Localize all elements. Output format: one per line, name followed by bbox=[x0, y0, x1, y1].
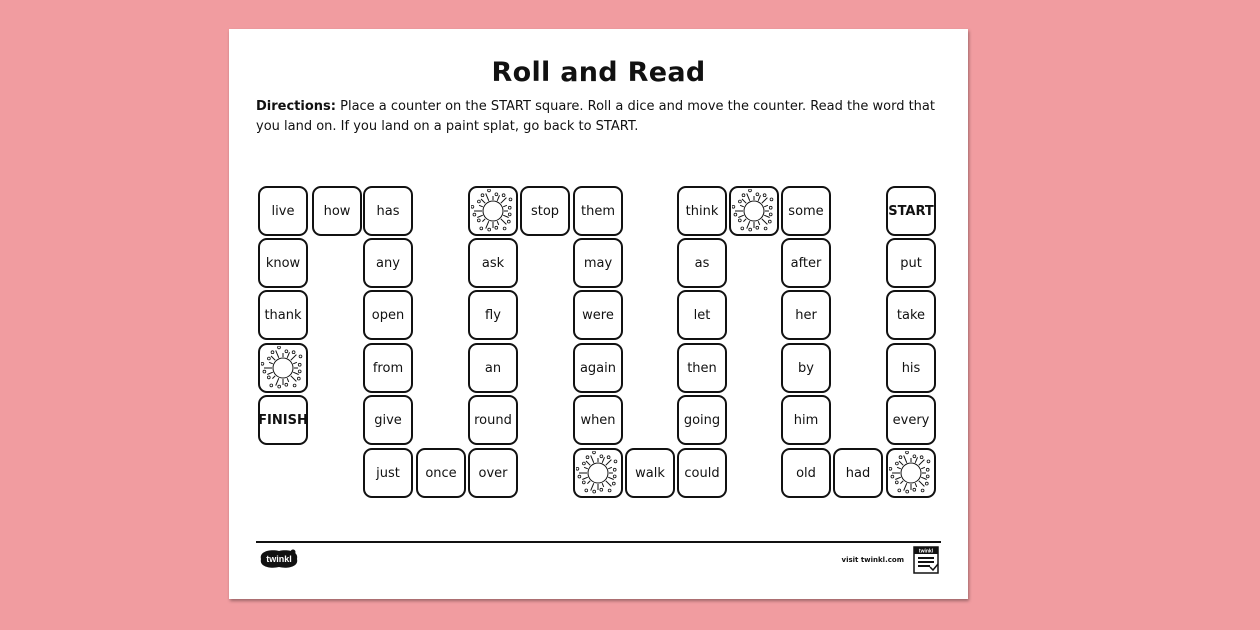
board-square-label: over bbox=[478, 465, 508, 481]
twinkl-badge-icon bbox=[912, 545, 940, 575]
board-square-splat bbox=[468, 186, 518, 236]
board-square-label: going bbox=[683, 412, 721, 428]
paint-splat-icon bbox=[889, 451, 933, 495]
board-square-label: let bbox=[693, 307, 711, 323]
board-square-label: from bbox=[372, 360, 404, 376]
board-square-word bbox=[781, 186, 831, 236]
board-square-label: then bbox=[687, 360, 717, 376]
board-square-label: ask bbox=[481, 255, 505, 271]
board-square-word bbox=[677, 290, 727, 340]
board-square-word bbox=[573, 343, 623, 393]
board-square-word bbox=[258, 290, 308, 340]
paint-splat-icon bbox=[261, 346, 305, 390]
board-square-label: were bbox=[582, 307, 614, 323]
board-square-word bbox=[677, 448, 727, 498]
directions-body: Place a counter on the START square. Roll a dice and move the counter. Read the word that you land on. If you land on a paint splat, go back to START. bbox=[256, 99, 935, 134]
twinkl-logo-icon bbox=[257, 547, 301, 571]
board-square-word bbox=[677, 395, 727, 445]
board-square-word bbox=[312, 186, 362, 236]
board-square-label: walk bbox=[635, 465, 665, 481]
board-square-label: him bbox=[793, 412, 819, 428]
board-square-label: round bbox=[474, 412, 512, 428]
board-square-label: know bbox=[265, 255, 301, 271]
board-square-word bbox=[886, 290, 936, 340]
board-square-word bbox=[677, 343, 727, 393]
board-square-label: once bbox=[425, 465, 457, 481]
board-square-word bbox=[781, 290, 831, 340]
board-square-label: take bbox=[896, 307, 926, 323]
board-square-word bbox=[573, 290, 623, 340]
board-square-label: some bbox=[788, 203, 824, 219]
board-square-label: her bbox=[795, 307, 817, 323]
paint-splat-icon bbox=[471, 189, 515, 233]
board-square-word bbox=[781, 395, 831, 445]
board-square-label: how bbox=[323, 203, 351, 219]
board-square-label: by bbox=[798, 360, 814, 376]
board-square-word bbox=[520, 186, 570, 236]
board-square-splat bbox=[258, 343, 308, 393]
board-square-word bbox=[363, 448, 413, 498]
board-square-word bbox=[468, 238, 518, 288]
board-square-word bbox=[781, 448, 831, 498]
board-square-word bbox=[625, 448, 675, 498]
board-square-word bbox=[363, 395, 413, 445]
board-square-word bbox=[468, 448, 518, 498]
board-square-label: old bbox=[796, 465, 816, 481]
board-square-word bbox=[363, 290, 413, 340]
board-square-label: open bbox=[371, 307, 405, 323]
board-square-label: START bbox=[888, 203, 934, 219]
board-square-word bbox=[363, 238, 413, 288]
board-square-splat bbox=[886, 448, 936, 498]
board-square-word bbox=[573, 186, 623, 236]
board-square-label: them bbox=[581, 203, 615, 219]
board-square-label: may bbox=[583, 255, 613, 271]
board-square-label: as bbox=[694, 255, 710, 271]
board-square-word bbox=[468, 343, 518, 393]
paint-splat-icon bbox=[732, 189, 776, 233]
directions-label: Directions: bbox=[256, 99, 336, 114]
board-square-label: fly bbox=[485, 307, 501, 323]
worksheet-page bbox=[229, 29, 968, 599]
board-square-word bbox=[363, 186, 413, 236]
board-square-label: give bbox=[374, 412, 402, 428]
board-square-label: his bbox=[901, 360, 921, 376]
paint-splat-icon bbox=[576, 451, 620, 495]
board-square-word bbox=[258, 238, 308, 288]
worksheet-title: Roll and Read bbox=[491, 57, 706, 88]
twinkl-logo-text: twinkl bbox=[266, 554, 292, 564]
board-square-label: FINISH bbox=[258, 412, 308, 428]
board-square-word bbox=[677, 186, 727, 236]
board-square-label: every bbox=[892, 412, 930, 428]
board-square-label: could bbox=[684, 465, 720, 481]
board-square-label: thank bbox=[264, 307, 302, 323]
board-square-word bbox=[468, 395, 518, 445]
board-square-word bbox=[363, 343, 413, 393]
board-square-label: after bbox=[790, 255, 822, 271]
board-square-label: has bbox=[376, 203, 400, 219]
board-square-word bbox=[781, 238, 831, 288]
board-square-word bbox=[833, 448, 883, 498]
board-square-word bbox=[573, 395, 623, 445]
board-square-splat bbox=[573, 448, 623, 498]
board-square-label: put bbox=[900, 255, 922, 271]
board-square-word bbox=[416, 448, 466, 498]
board-square-label: again bbox=[579, 360, 617, 376]
board-square-word bbox=[573, 238, 623, 288]
board-square-label: think bbox=[685, 203, 719, 219]
board-square-word bbox=[886, 343, 936, 393]
board-square-word bbox=[886, 238, 936, 288]
board-square-label: just bbox=[376, 465, 400, 481]
badge-text: twinkl bbox=[918, 548, 934, 555]
board-square-label: when bbox=[580, 412, 616, 428]
board-square-label: an bbox=[484, 360, 502, 376]
board-square-label: live bbox=[271, 203, 295, 219]
board-square-start bbox=[886, 186, 936, 236]
board-square-splat bbox=[729, 186, 779, 236]
board-square-label: stop bbox=[530, 203, 560, 219]
board-square-word bbox=[781, 343, 831, 393]
board-square-word bbox=[468, 290, 518, 340]
board-square-word bbox=[258, 186, 308, 236]
game-board bbox=[229, 29, 968, 599]
footer-url[interactable]: visit twinkl.com bbox=[841, 556, 904, 564]
footer-divider bbox=[256, 541, 941, 543]
board-square-word bbox=[677, 238, 727, 288]
board-square-finish bbox=[258, 395, 308, 445]
board-square-word bbox=[886, 395, 936, 445]
board-square-label: had bbox=[845, 465, 871, 481]
board-square-label: any bbox=[376, 255, 400, 271]
